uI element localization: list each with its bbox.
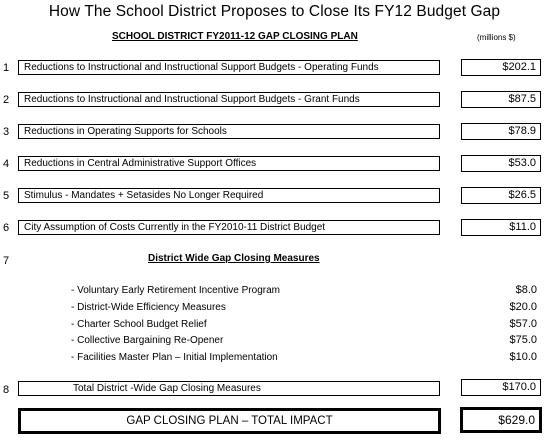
row-label-box	[18, 156, 440, 171]
row-value: $87.5	[508, 93, 536, 105]
row-value: $170.0	[502, 381, 536, 393]
row-value-box	[461, 123, 541, 140]
row-label: Reductions in Operating Supports for Schools	[24, 126, 227, 137]
row-number: 8	[3, 384, 10, 396]
total-value-box	[460, 407, 542, 433]
row-label: Reductions to Instructional and Instructional Support Budgets - Grant Funds	[24, 94, 360, 105]
plan-title: SCHOOL DISTRICT FY2011-12 GAP CLOSING PLAN	[112, 31, 358, 42]
section-title: District Wide Gap Closing Measures	[148, 253, 320, 264]
total-value: $629.0	[498, 413, 535, 427]
row-number: 6	[3, 222, 10, 234]
row-value-box	[461, 59, 541, 76]
row-label-box	[18, 92, 440, 107]
row-label-box	[18, 60, 440, 75]
page-title: How The School District Proposes to Close Its FY12 Budget Gap	[48, 3, 501, 20]
row-label-box	[18, 220, 440, 235]
total-label-box	[18, 408, 441, 434]
row-value: $26.5	[508, 189, 536, 201]
row-number: 3	[3, 126, 10, 138]
row-number: 4	[3, 158, 10, 170]
row-label-box	[18, 381, 440, 396]
row-number: 2	[3, 94, 10, 106]
row-value: $202.1	[502, 61, 536, 73]
row-value-box	[461, 187, 541, 204]
row-label: Stimulus - Mandates + Setasides No Longer Required	[24, 190, 264, 201]
sub-item-label: - Facilities Master Plan – Initial Implementation	[71, 352, 278, 363]
sub-item-value: $75.0	[509, 334, 537, 346]
sub-item-label: - District-Wide Efficiency Measures	[71, 302, 226, 313]
row-label-box	[18, 124, 440, 139]
row-value: $53.0	[508, 157, 536, 169]
sub-item-value: $57.0	[509, 318, 537, 330]
sub-item-label: - Charter School Budget Relief	[71, 319, 207, 330]
row-value: $78.9	[508, 125, 536, 137]
row-label: City Assumption of Costs Currently in the FY2010-11 District Budget	[24, 222, 326, 233]
sub-item-value: $10.0	[509, 351, 537, 363]
sub-item-value: $20.0	[509, 301, 537, 313]
row-value-box	[461, 219, 541, 236]
row-label-box	[18, 188, 440, 203]
row-number: 7	[3, 255, 10, 267]
row-value-box	[461, 379, 541, 396]
row-value-box	[461, 155, 541, 172]
row-value-box	[461, 91, 541, 108]
sub-item-value: $8.0	[515, 284, 537, 296]
row-label: Total District -Wide Gap Closing Measures	[73, 383, 261, 394]
row-value: $11.0	[509, 221, 536, 233]
units-label: (millions $)	[477, 33, 516, 42]
row-label: Reductions to Instructional and Instructional Support Budgets - Operating Funds	[24, 62, 379, 73]
sub-item-label: - Collective Bargaining Re-Opener	[71, 335, 224, 346]
row-label: Reductions in Central Administrative Support Offices	[24, 158, 257, 169]
sub-item-label: - Voluntary Early Retirement Incentive Program	[71, 285, 280, 296]
row-number: 1	[3, 62, 10, 74]
row-number: 5	[3, 190, 10, 202]
total-label: GAP CLOSING PLAN – TOTAL IMPACT	[126, 415, 333, 427]
